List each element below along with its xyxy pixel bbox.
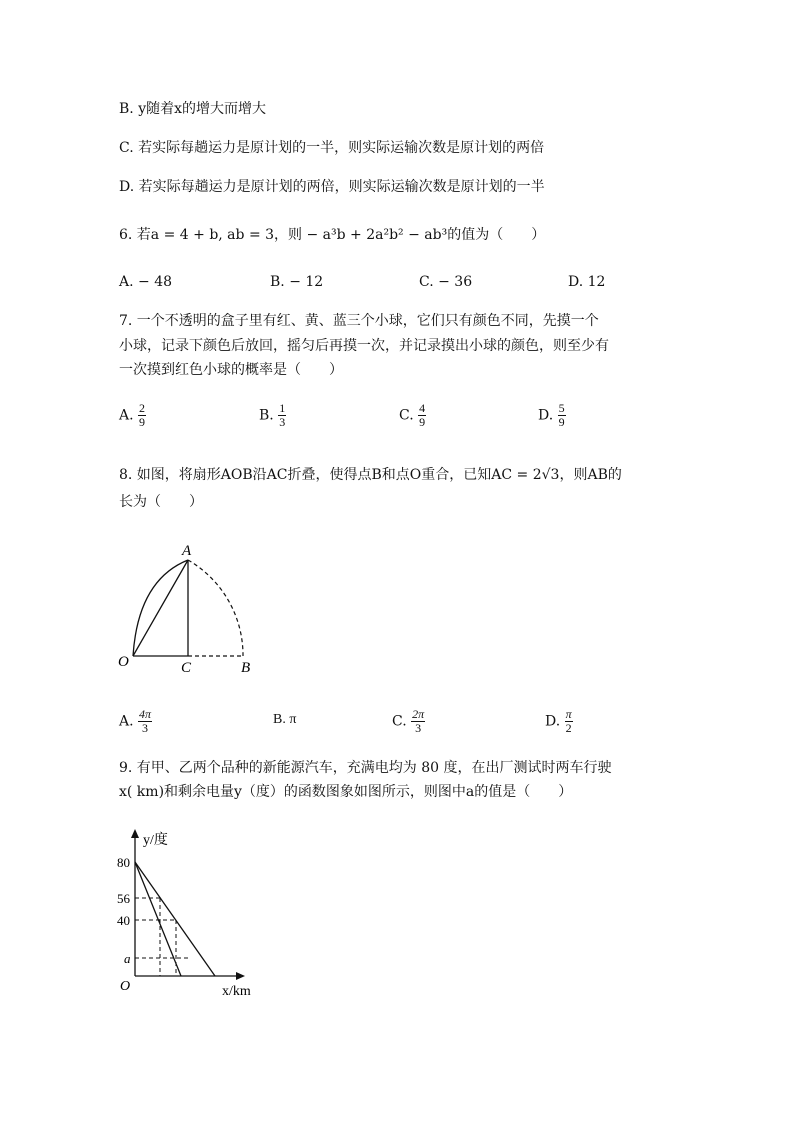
q7-option-a-label: A. <box>119 407 134 424</box>
q7-option-d-label: D. <box>538 407 554 424</box>
q8-sector-figure <box>110 535 280 675</box>
q7-line-1: 7. 一个不透明的盒子里有红、黄、蓝三个小球，它们只有颜色不同，先摸一个 <box>119 313 599 329</box>
q8-option-d <box>545 708 573 735</box>
q7-option-b-fraction: $\frac{1}{3}$ <box>279 401 286 429</box>
label-c: C <box>181 660 192 675</box>
q7-line-3: 一次摸到红色小球的概率是（ ） <box>119 362 343 378</box>
q7-option-d <box>538 402 566 429</box>
arc-ab-dashed <box>188 560 243 656</box>
q6-option-c: C. − 36 <box>419 274 473 290</box>
q8-option-d-fraction: $\frac{\pi}{2}$ <box>565 707 572 735</box>
line-yi <box>135 862 181 976</box>
q7-option-a-fraction: $\frac{2}{9}$ <box>139 401 146 429</box>
q8-option-c <box>392 708 425 735</box>
tick-80: 80 <box>117 855 130 870</box>
option-b-prev: B. y随着x的增大而增大 <box>119 101 266 117</box>
q8-line-1: 8. 如图，将扇形AOB沿AC折叠，使得点B和点O重合，已知AC = 2√3，则AB的 <box>119 467 622 483</box>
x-axis-label: x/km <box>222 984 251 999</box>
origin-label: O <box>120 979 131 994</box>
q6-option-d: D. 12 <box>568 274 606 290</box>
q7-option-c <box>399 402 426 429</box>
label-a: A <box>182 543 192 559</box>
chord-oa <box>133 560 188 656</box>
q6-stem: 6. 若a = 4 + b, ab = 3，则 − a³b + 2a²b² − ab³的值为（ ） <box>119 227 546 243</box>
q8-option-a <box>119 708 152 735</box>
q9-line-2: x( km)和剩余电量y（度）的函数图象如图所示，则图中a的值是（ ） <box>119 784 573 800</box>
label-b: B <box>241 660 251 675</box>
q7-option-b <box>259 402 286 429</box>
tick-40: 40 <box>117 913 130 928</box>
label-o: O <box>118 654 129 670</box>
q8-option-a-fraction: $\frac{4\pi}{3}$ <box>139 707 152 735</box>
line-jia <box>135 862 215 976</box>
tick-a: a <box>124 951 131 966</box>
q6-option-b: B. − 12 <box>270 274 324 290</box>
q9-function-graph <box>112 826 272 1001</box>
q6-option-a: A. − 48 <box>119 274 173 290</box>
x-axis-arrow <box>236 972 245 980</box>
option-d-prev: D. 若实际每趟运力是原计划的两倍，则实际运输次数是原计划的一半 <box>119 179 545 195</box>
q7-option-a <box>119 402 146 429</box>
q9-line-1: 9. 有甲、乙两个品种的新能源汽车，充满电均为 80 度，在出厂测试时两车行驶 <box>119 760 612 776</box>
q8-option-c-fraction: $\frac{2\pi}{3}$ <box>412 707 425 735</box>
q7-option-c-fraction: $\frac{4}{9}$ <box>419 401 426 429</box>
q8-line-2: 长为（ ） <box>119 494 203 510</box>
q8-option-c-label: C. <box>392 713 407 730</box>
q8-option-a-label: A. <box>119 713 134 730</box>
q7-option-b-label: B. <box>259 407 274 424</box>
q7-option-d-fraction: $\frac{5}{9}$ <box>558 401 565 429</box>
q8-option-b: B. π <box>273 712 297 727</box>
q7-line-2: 小球，记录下颜色后放回，摇匀后再摸一次，并记录摸出小球的颜色，则至少有 <box>119 338 609 354</box>
y-axis-arrow <box>131 829 139 838</box>
tick-56: 56 <box>117 891 130 906</box>
q7-option-c-label: C. <box>399 407 414 424</box>
option-c-prev: C. 若实际每趟运力是原计划的一半，则实际运输次数是原计划的两倍 <box>119 140 545 156</box>
y-axis-label: y/度 <box>143 833 168 848</box>
q8-option-d-label: D. <box>545 713 561 730</box>
